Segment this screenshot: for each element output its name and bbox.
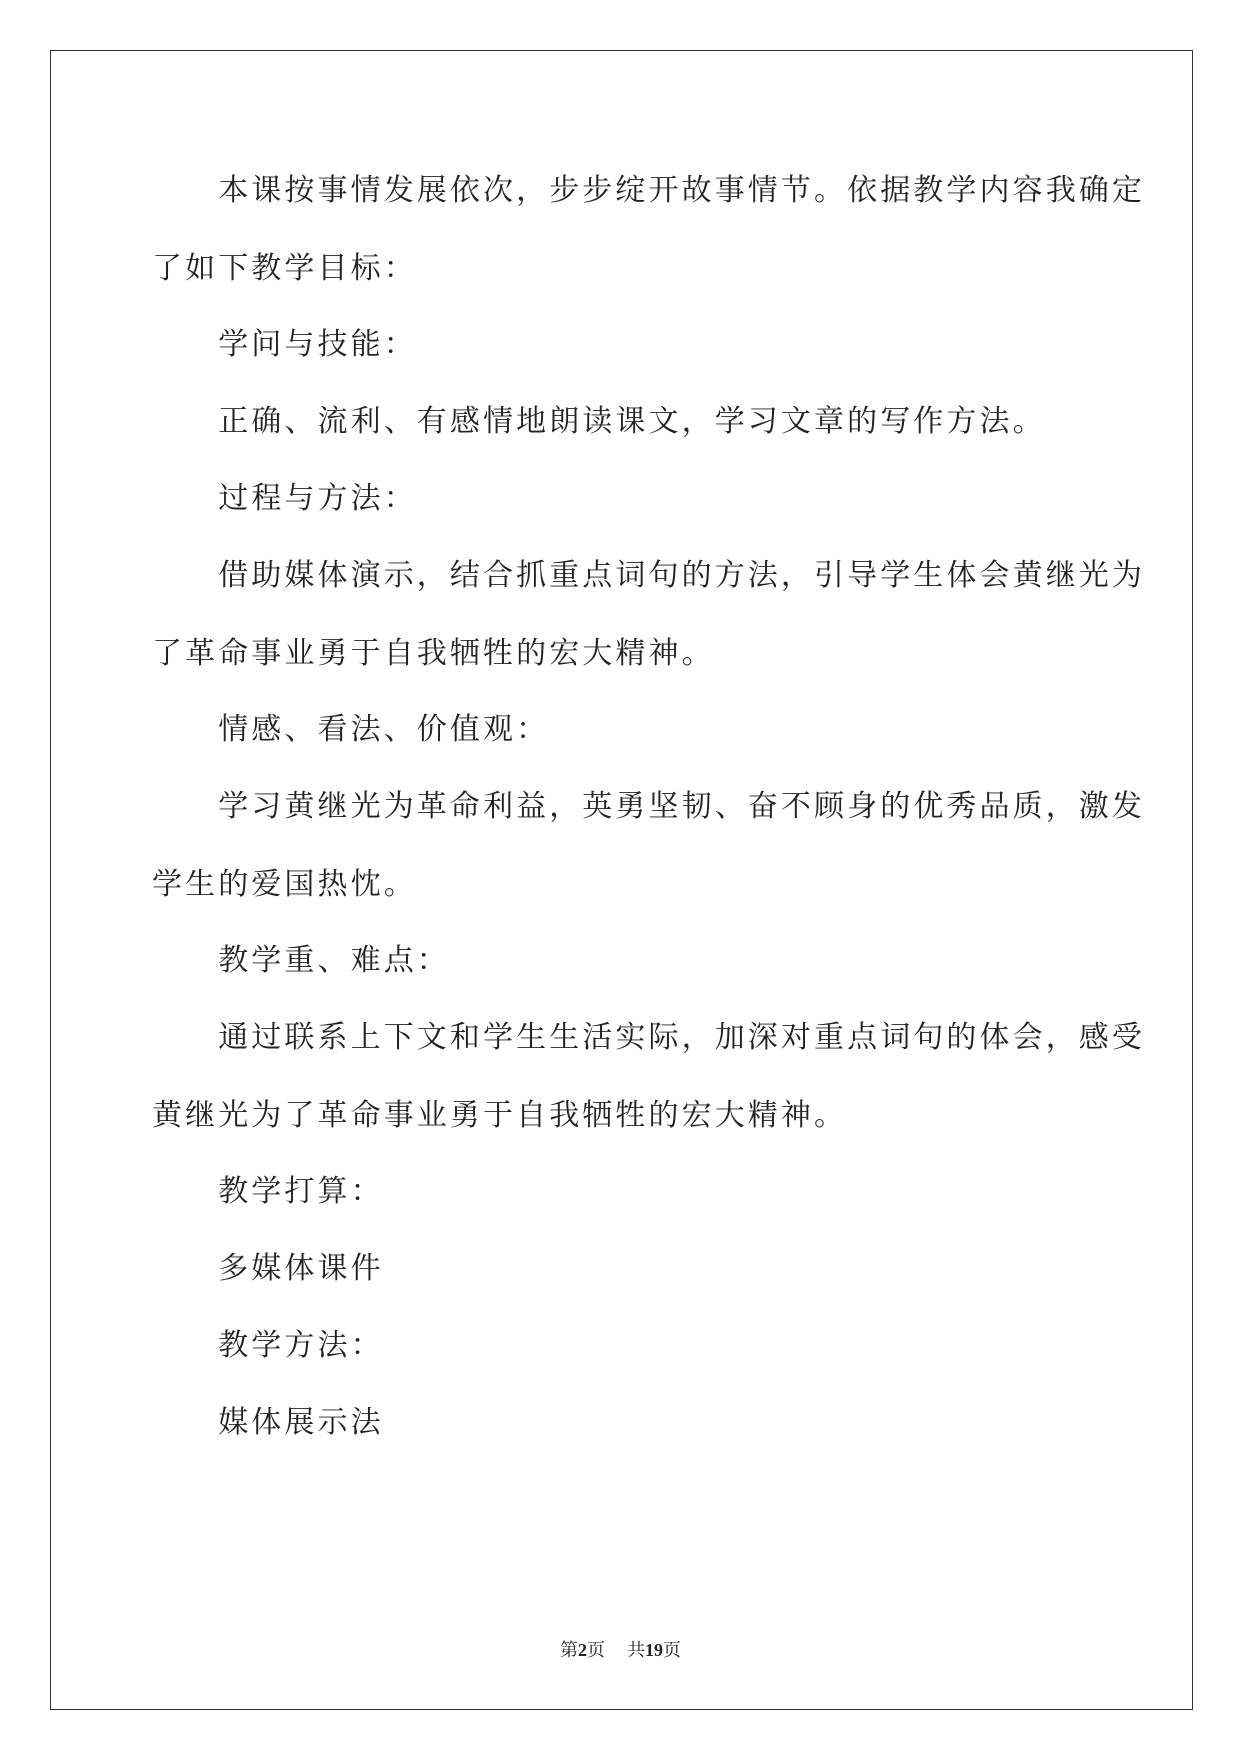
heading-teaching-preparation <box>152 1153 1092 1231</box>
paragraph-emotion-values <box>152 768 1145 924</box>
paragraph-line: 了革命事业勇于自我牺牲的宏大精神。 <box>152 636 715 671</box>
footer-page-suffix: 页 <box>587 1640 605 1660</box>
paragraph-process-method <box>152 537 1145 693</box>
heading-teaching-method <box>152 1307 1092 1385</box>
heading-text: 教学打算： <box>152 1174 384 1209</box>
footer-page-number: 2 <box>578 1640 587 1660</box>
heading-text: 过程与方法： <box>152 481 417 516</box>
paragraph-line: 黄继光为了革命事业勇于自我牺牲的宏大精神。 <box>152 1098 848 1133</box>
paragraph-line: 通过联系上下文和学生生活实际，加深对重点词句的体会，感受 <box>152 1020 1145 1055</box>
heading-key-difficult-points <box>152 922 1092 1000</box>
paragraph-line: 本课按事情发展依次，步步绽开故事情节。依据教学内容我确定 <box>152 173 1145 208</box>
footer-prefix: 第 <box>560 1640 578 1660</box>
footer-total-pages: 19 <box>645 1640 663 1660</box>
paragraph-intro <box>152 152 1145 308</box>
paragraph-line: 多媒体课件 <box>152 1251 384 1286</box>
paragraph-line: 学习黄继光为革命利益，英勇坚韧、奋不顾身的优秀品质，激发 <box>152 789 1145 824</box>
heading-text: 学问与技能： <box>152 327 417 362</box>
heading-knowledge-skills <box>152 306 1092 384</box>
paragraph-teaching-method <box>152 1384 1092 1462</box>
paragraph-key-difficult-points <box>152 999 1145 1155</box>
paragraph-line: 媒体展示法 <box>152 1405 384 1440</box>
heading-emotion-values <box>152 691 1092 769</box>
page-footer <box>0 1636 1241 1662</box>
paragraph-knowledge-skills <box>152 383 1092 461</box>
heading-text: 教学方法： <box>152 1328 384 1363</box>
paragraph-line: 了如下教学目标： <box>152 251 417 286</box>
heading-text: 情感、看法、价值观： <box>152 712 550 747</box>
paragraph-teaching-preparation <box>152 1230 1092 1308</box>
paragraph-line: 学生的爱国热忱。 <box>152 867 417 902</box>
heading-process-method <box>152 460 1092 538</box>
heading-text: 教学重、难点： <box>152 943 450 978</box>
paragraph-line: 正确、流利、有感情地朗读课文，学习文章的写作方法。 <box>152 404 1046 439</box>
paragraph-line: 借助媒体演示，结合抓重点词句的方法，引导学生体会黄继光为 <box>152 558 1145 593</box>
footer-total-prefix: 共 <box>627 1640 645 1660</box>
footer-total-suffix: 页 <box>663 1640 681 1660</box>
